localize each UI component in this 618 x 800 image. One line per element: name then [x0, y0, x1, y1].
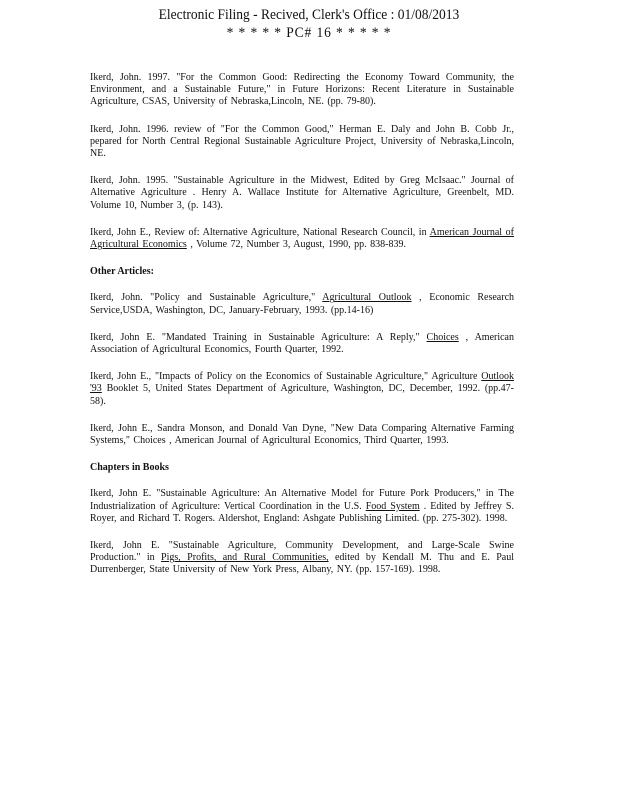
citation-entry: Ikerd, John E., Review of: Alternative Agriculture, National Research Council, in American Journal of Agricultural Economics , Volume 72, Number 3, August, 1990, pp. 838-839. — [90, 226, 514, 251]
book-title: Pigs, Profits, and Rural Communities, — [161, 552, 329, 564]
article-entry: Ikerd, John E., "Impacts of Policy on the Economics of Sustainable Agriculture," Agriculture Outlook '93 Booklet 5, United States Department of Agriculture, Washington, DC, December, 1992. (pp.47-58). — [90, 371, 514, 407]
article-entry: Ikerd, John E., Sandra Monson, and Donald Van Dyne, "New Data Comparing Alternative Farming Systems," Choices , American Journal of Agricultural Economics, Third Quarter, 1993. — [90, 422, 514, 447]
publication-title: Choices — [426, 331, 459, 343]
citation-entry: Ikerd, John. 1997. "For the Common Good: Redirecting the Economy Toward Community, the Environment, and a Sustainable Future," in Future Horizons: Recent Literature in Sustainable Agriculture, CSAS, University of Nebraska,Lincoln, NE. (pp. 79-80). — [90, 72, 514, 108]
page-header — [0, 6, 618, 42]
section-heading-chapters: Chapters in Books — [90, 462, 169, 474]
document-body — [90, 72, 514, 592]
publication-title: Agricultural Outlook — [322, 292, 412, 304]
chapter-entry: Ikerd, John E. "Sustainable Agriculture: An Alternative Model for Future Pork Producers," in The Industrialization of Agriculture: Vertical Coordination in the U.S. Food System . Edited by Jeffrey S. Royer, and Richard T. Rogers. Aldershot, England: Ashgate Publishing Limited. (pp. 275-302). 1998. — [90, 488, 514, 524]
pc-number-line: * * * * * PC# 16 * * * * * — [226, 25, 392, 41]
citation-entry: Ikerd, John. 1996. review of "For the Common Good," Herman E. Daly and John B. Cobb Jr., pepared for North Central Regional Sustainable Agriculture Project, University of Nebraska,Lincoln, NE. — [90, 123, 514, 160]
article-entry: Ikerd, John E. "Mandated Training in Sustainable Agriculture: A Reply," Choices , American Association of Agricultural Economics, Fourth Quarter, 1992. — [90, 331, 514, 356]
citation-entry: Ikerd, John. 1995. "Sustainable Agriculture in the Midwest, Edited by Greg McIsaac." Journal of Alternative Agriculture . Henry A. Wallace Institute for Alternative Agriculture, Greenbelt, MD. Volume 10, Number 3, (p. 143). — [90, 175, 514, 211]
journal-title: American Journal of Agricultural Economics — [90, 226, 514, 251]
filing-stamp-line: Electronic Filing - Recived, Clerk's Office : 01/08/2013 — [158, 7, 460, 23]
chapter-entry: Ikerd, John E. "Sustainable Agriculture, Community Development, and Large-Scale Swine Production." in Pigs, Profits, and Rural Communities, edited by Kendall M. Thu and E. Paul Durrenberger, State University of New York Press, Albany, NY. (pp. 157-169). 1998. — [90, 540, 515, 576]
section-heading-other-articles: Other Articles: — [90, 266, 154, 278]
article-entry: Ikerd, John. "Policy and Sustainable Agriculture," Agricultural Outlook , Economic Research Service,USDA, Washington, DC, January-February, 1993. (pp.14-16) — [90, 292, 515, 316]
publication-title: Outlook '93 — [90, 371, 514, 395]
book-title: Food System — [365, 500, 420, 512]
